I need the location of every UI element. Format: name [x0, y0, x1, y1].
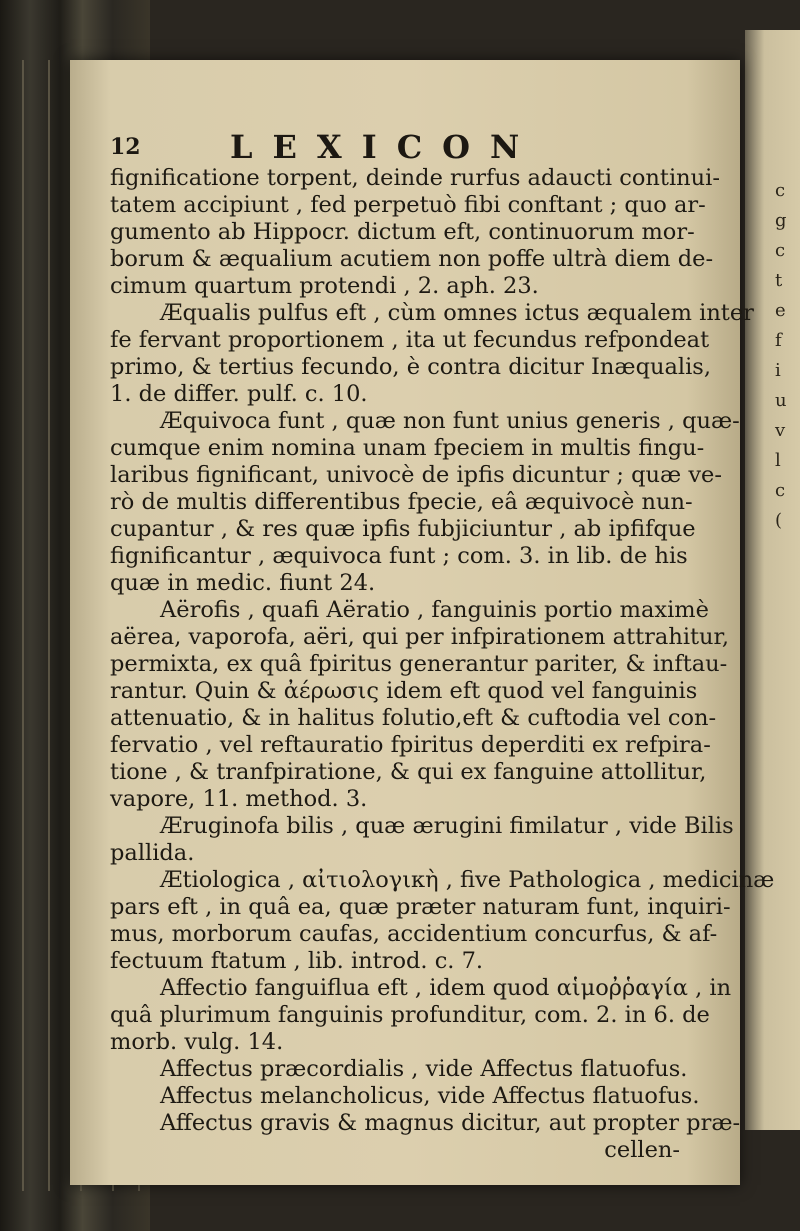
text-line: borum & æqualium acutiem non poffe ultrà diem de- [110, 246, 714, 272]
text-line: fervatio , vel reftauratio fpiritus deperditi ex refpira- [110, 732, 711, 758]
text-line: fignificantur , æquivoca funt ; com. 3. in lib. de his [110, 543, 688, 569]
text-line: Ætiologica , αἰτιολογικὴ , five Pathologica , medicinæ [160, 867, 775, 893]
facing-page-letter: i [775, 360, 781, 381]
facing-page-letter: f [775, 330, 782, 351]
text-line: pars eft , in quâ ea, quæ præter naturam funt, inquiri- [110, 894, 731, 920]
text-line: aërea, vaporofa, aëri, qui per infpirationem attrahitur, [110, 624, 729, 650]
facing-page-letter: c [775, 180, 786, 201]
book-page [70, 60, 775, 1185]
facing-page-letter: l [775, 450, 781, 471]
text-line: fectuum ftatum , lib. introd. c. 7. [110, 948, 484, 974]
text-line: cellen- [604, 1137, 680, 1163]
text-line: quâ plurimum fanguinis profunditur, com. 2. in 6. de [110, 1002, 710, 1028]
text-line: laribus fignificant, univocè de ipfis dicuntur ; quæ ve- [110, 462, 722, 488]
facing-page-letter: g [775, 210, 787, 231]
text-line: Affectio fanguiflua eft , idem quod αἱμοῤῥαγία , in [160, 975, 732, 1001]
facing-page-letter: u [775, 390, 787, 411]
text-line: primo, & tertius fecundo, è contra dicitur Inæqualis, [110, 354, 711, 380]
text-line: Affectus melancholicus, vide Affectus flatuofus. [160, 1083, 700, 1109]
facing-page-letter: v [775, 420, 786, 441]
page-number: 12 [110, 134, 141, 160]
text-line: Æquivoca funt , quæ non funt unius generis , quæ- [160, 408, 740, 434]
text-line: fe fervant proportionem , ita ut fecundus refpondeat [110, 327, 710, 353]
text-line: fignificatione torpent, deinde rurfus adaucti continui- [110, 165, 720, 191]
text-line: morb. vulg. 14. [110, 1029, 284, 1055]
text-line: mus, morborum caufas, accidentium concurfus, & af- [110, 921, 718, 947]
facing-page-letter: c [775, 480, 786, 501]
text-line: permixta, ex quâ fpiritus generantur pariter, & inftau- [110, 651, 728, 677]
text-line: gumento ab Hippocr. dictum eft, continuorum mor- [110, 219, 695, 245]
text-line: quæ in medic. fiunt 24. [110, 570, 376, 596]
body-text [110, 165, 775, 1164]
text-line: Æruginofa bilis , quæ ærugini fimilatur , vide Bilis [160, 813, 734, 839]
facing-page-letter: ( [775, 510, 783, 531]
facing-page-letter: c [775, 240, 786, 261]
text-line: rantur. Quin & ἀέρωσις idem eft quod vel fanguinis [110, 678, 698, 704]
text-line: attenuatio, & in halitus folutio,eft & cuftodia vel con- [110, 705, 717, 731]
text-line: pallida. [110, 840, 195, 866]
text-line: Affectus præcordialis , vide Affectus flatuofus. [160, 1056, 688, 1082]
text-line: tatem accipiunt , fed perpetuò fibi conftant ; quo ar- [110, 192, 706, 218]
text-line: rò de multis differentibus fpecie, eâ æquivocè nun- [110, 489, 693, 515]
page-header [110, 128, 670, 168]
text-line: cimum quartum protendi , 2. aph. 23. [110, 273, 539, 299]
text-line: vapore, 11. method. 3. [110, 786, 368, 812]
text-line: cumque enim nomina unam fpeciem in multis fingu- [110, 435, 705, 461]
text-line: Affectus gravis & magnus dicitur, aut propter præ- [160, 1110, 741, 1136]
text-line: cupantur , & res quæ ipfis fubjiciuntur , ab ipfifque [110, 516, 696, 542]
text-line: Aërofis , quafi Aëratio , fanguinis portio maximè [160, 597, 709, 623]
text-line: tione , & tranfpiratione, & qui ex fanguine attollitur, [110, 759, 707, 785]
text-line: 1. de differ. pulf. c. 10. [110, 381, 368, 407]
facing-page-letter: e [775, 300, 786, 321]
facing-page-letter: t [775, 270, 783, 291]
text-line: Æqualis pulfus eft , cùm omnes ictus æqualem inter [160, 300, 754, 326]
running-head: LEXICON [230, 128, 540, 166]
